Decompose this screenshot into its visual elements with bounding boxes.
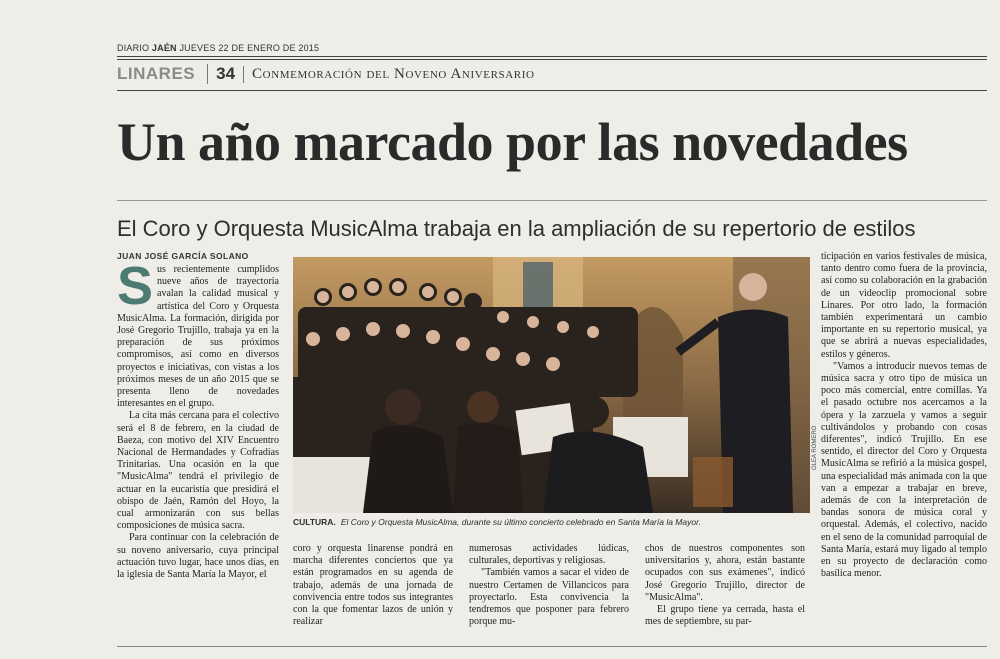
concert-photo [293, 257, 810, 513]
article-column-2 [293, 543, 453, 635]
section-header [117, 63, 535, 85]
section-rule [117, 90, 987, 91]
masthead-paper-bold: JAÉN [151, 43, 177, 53]
masthead-paper: DIARIO [117, 43, 150, 53]
top-rule [117, 56, 987, 57]
headline: Un año marcado por las novedades [117, 112, 908, 172]
subheadline: El Coro y Orquesta MusicAlma trabaja en la ampliación de su repertorio de estilos [117, 216, 916, 241]
drop-cap: S [117, 264, 154, 316]
masthead [117, 43, 319, 53]
paragraph: "También vamos a sacar el video de nuestro Certamen de Villancicos para proyectarlo. Esta convivencia la tendremos que posponer para febrero porque mu- [469, 567, 629, 628]
caption-text: El Coro y Orquesta MusicAlma, durante su último concierto celebrado en Santa María la Mayor. [340, 517, 701, 527]
paragraph: El grupo tiene ya cerrada, hasta el mes de septiembre, su par- [645, 604, 805, 628]
photo-credit: OLEA ROMERO [812, 425, 818, 470]
headline-rule [117, 200, 987, 201]
photo-illustration [293, 257, 810, 513]
paragraph: La cita más cercana para el colectivo será el 8 de febrero, en la ciudad de Baeza, con motivo del XIV Encuentro Nacional de Hermandades y Cofradías Trinitarias. Una ocasión en la que "MusicAlma" tendrá el privilegio de actuar en la eucaristía que presidirá el obispo de Jaén, Ramón del Hoyo, la cual armonizarán con sus bellas composiciones de música sacra. [117, 410, 279, 532]
paragraph: numerosas actividades lúdicas, culturales, deportivas y religiosas. [469, 543, 629, 567]
paragraph-text: us recientemente cumplidos nueve años de trayectoria avalan la calidad musical y artística del Coro y Orquesta MusicAlma. La formación, dirigida por José Gregorio Trujillo, trabaja ya en la preparación de sus próximos compromisos, así como en diversos proyectos e iniciativas, con vistas a los próximos meses de un año 2015 que se presenta lleno de novedades interesantes en el grupo. [117, 264, 279, 410]
paragraph [117, 264, 279, 410]
article-column-3 [469, 543, 629, 635]
article-column-1 [117, 264, 279, 634]
photo-caption [293, 517, 813, 527]
bottom-rule [117, 646, 987, 647]
paragraph: coro y orquesta linarense pondrá en marcha diferentes conciertos que ya están programados en su agenda de trabajo, además de una jornada de convivencia entre todos sus integrantes con la que fomentar lazos de unión y realizar [293, 543, 453, 628]
masthead-date: JUEVES 22 DE ENERO DE 2015 [179, 43, 320, 53]
page-number: 34 [207, 64, 235, 84]
section-title: Conmemoración del Noveno Aniversario [243, 66, 534, 83]
paragraph: ticipación en varios festivales de música, tanto dentro como fuera de la provincia, así como su colaboración en la grabación de un videoclip promocional sobre Linares. Por otro lado, la formación también experimentará un cambio importante en su repertorio musical, ya que se abrirá a nuevas especialidades, estilos y géneros. [821, 251, 987, 360]
section-name: LINARES [117, 64, 196, 83]
top-rule-2 [117, 59, 987, 60]
byline: JUAN JOSÉ GARCÍA SOLANO [117, 251, 249, 261]
article-column-4 [645, 543, 805, 635]
article-column-5 [821, 251, 987, 635]
caption-label: CULTURA. [293, 517, 336, 527]
paragraph: chos de nuestros componentes son universitarios y, ahora, están bastante ocupados con sus exámenes", indicó José Gregorio Trujillo, director de "MusicAlma". [645, 543, 805, 603]
paragraph: "Vamos a introducir nuevos temas de música sacra y otro tipo de música un poco más comercial, entre comillas. Ya el pasado octubre nos acercamos a la ópera y la zarzuela y vamos a seguir cultivándolos y probando con cosas diferentes", indicó Trujillo. En ese sentido, el director del Coro y Orquesta MusicAlma se refirió a la música gospel, una especialidad más animada con la que van a empezar a trabajar en breve, además de con la interpretación de bandas sonora de música coral y orquestal. Además, el colectivo, nacido en el seno de la comunidad parroquial de Santa María, estará muy ligado al templo en su proyecto de declaración como basílica menor. [821, 360, 987, 580]
paragraph: Para continuar con la celebración de su noveno aniversario, cuya principal actuación tuvo lugar, hace unos días, en la iglesia de Santa María la Mayor, el [117, 532, 279, 581]
